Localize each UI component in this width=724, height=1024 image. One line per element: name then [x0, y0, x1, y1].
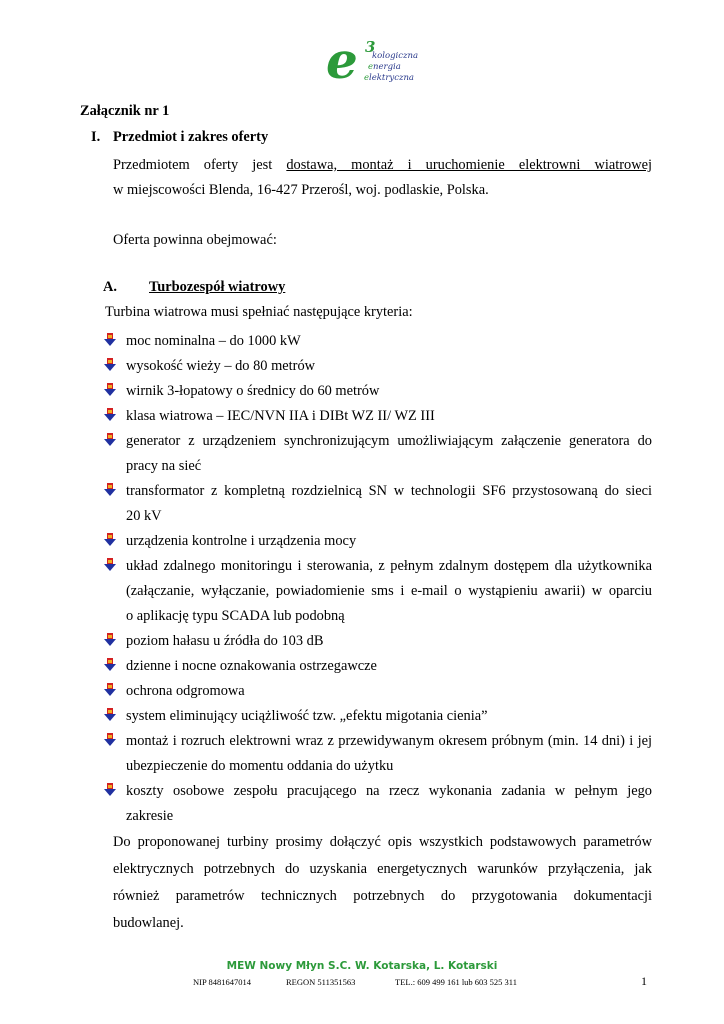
criteria-text — [126, 404, 652, 429]
criteria-line: generator z urządzeniem synchronizującym umożliwiającym załączenie generatora do — [126, 433, 652, 449]
criteria-line: układ zdalnego monitoringu i sterowania, z pełnym zdalnym dostępem dla użytkownika — [126, 558, 652, 574]
criteria-text — [126, 479, 652, 529]
criteria-text — [126, 779, 652, 829]
criteria-text — [126, 429, 652, 479]
subject-line-2: w miejscowości Blenda, 16-427 Przerośl, woj. podlaskie, Polska. — [113, 182, 489, 198]
logo-line-1: kologiczna — [372, 51, 419, 61]
arrow-bullet-icon — [103, 783, 117, 797]
criteria-line: koszty osobowe zespołu pracującego na rzecz wykonania zadania w pełnym jego — [126, 783, 652, 799]
closing-line: Do proponowanej turbiny prosimy dołączyć opis wszystkich podstawowych parametrów — [113, 834, 652, 850]
arrow-bullet-icon — [103, 433, 117, 447]
footer-company: MEW Nowy Młyn S.C. W. Kotarska, L. Kotarski — [226, 960, 498, 972]
closing-line: elektrycznych potrzebnych do uzyskania energetycznych warunków przyłączenia, jak — [113, 861, 652, 877]
logo-line-2: energia — [368, 62, 401, 72]
criteria-text — [126, 654, 652, 679]
criteria-line: ubezpieczenie do momentu oddania do użytku — [126, 758, 394, 774]
section-title: Przedmiot i zakres oferty — [113, 129, 269, 145]
criteria-line: poziom hałasu u źródła do 103 dB — [126, 633, 324, 649]
criteria-line: wysokość wieży – do 80 metrów — [126, 358, 316, 374]
arrow-bullet-icon — [103, 383, 117, 397]
criteria-line: moc nominalna – do 1000 kW — [126, 333, 301, 349]
criteria-text — [126, 679, 652, 704]
subsection-letter: A. — [103, 279, 117, 295]
page-number: 1 — [641, 974, 647, 988]
criteria-text — [126, 329, 652, 354]
criteria-line: dzienne i nocne oznakowania ostrzegawcze — [126, 658, 377, 674]
arrow-bullet-icon — [103, 408, 117, 422]
arrow-bullet-icon — [103, 633, 117, 647]
logo-letter: e — [326, 31, 358, 90]
company-logo — [322, 31, 432, 90]
closing-line: budowlanej. — [113, 915, 184, 931]
subject-underlined: dostawa, montaż i uruchomienie elektrowni wiatrowej — [286, 157, 652, 173]
footer-nip: NIP 8481647014 — [193, 977, 252, 987]
arrow-bullet-icon — [103, 533, 117, 547]
criteria-line: (załączanie, wyłączanie, powiadomienie sms i e-mail o wystąpieniu awarii) w oparciu — [126, 583, 652, 599]
criteria-text — [126, 354, 652, 379]
closing-paragraph — [113, 829, 652, 937]
arrow-bullet-icon — [103, 658, 117, 672]
criteria-text — [126, 554, 652, 629]
criteria-text — [126, 379, 652, 404]
scope-intro: Oferta powinna obejmować: — [113, 232, 277, 248]
logo-superscript: 3 — [365, 38, 376, 56]
criteria-text — [126, 629, 652, 654]
criteria-line: 20 kV — [126, 508, 162, 524]
criteria-intro: Turbina wiatrowa musi spełniać następujące kryteria: — [105, 304, 413, 320]
criteria-text — [126, 729, 652, 779]
criteria-line: montaż i rozruch elektrowni wraz z przewidywanym okresem próbnym (min. 14 dni) i jej — [126, 733, 652, 749]
arrow-bullet-icon — [103, 708, 117, 722]
criteria-line: system eliminujący uciążliwość tzw. „efektu migotania cienia” — [126, 708, 488, 724]
criteria-line: zakresie — [126, 808, 174, 824]
arrow-bullet-icon — [103, 683, 117, 697]
criteria-line: pracy na sieć — [126, 458, 202, 474]
subject-line-1: Przedmiotem oferty jest dostawa, montaż i uruchomienie elektrowni wiatrowej — [113, 157, 652, 173]
criteria-line: klasa wiatrowa – IEC/NVN IIA i DIBt WZ II/ WZ III — [126, 408, 435, 424]
arrow-bullet-icon — [103, 558, 117, 572]
criteria-text — [126, 529, 652, 554]
criteria-line: transformator z kompletną rozdzielnicą SN w technologii SF6 przystosowaną do sieci — [126, 483, 652, 499]
criteria-text — [126, 704, 652, 729]
section-number: I. — [91, 129, 101, 145]
closing-line: również parametrów technicznych potrzebnych do przygotowania dokumentacji — [113, 888, 652, 904]
arrow-bullet-icon — [103, 483, 117, 497]
footer-regon: REGON 511351563 — [286, 977, 356, 987]
attachment-heading: Załącznik nr 1 — [80, 103, 170, 119]
criteria-line: o aplikację typu SCADA lub podobną — [126, 608, 345, 624]
footer-tel: TEL.: 609 499 161 lub 603 525 311 — [395, 977, 517, 987]
criteria-line: ochrona odgromowa — [126, 683, 245, 699]
arrow-bullet-icon — [103, 358, 117, 372]
criteria-line: urządzenia kontrolne i urządzenia mocy — [126, 533, 357, 549]
arrow-bullet-icon — [103, 733, 117, 747]
criteria-line: wirnik 3-łopatowy o średnicy do 60 metrów — [126, 383, 380, 399]
arrow-bullet-icon — [103, 333, 117, 347]
logo-line-3: elektryczna — [364, 73, 414, 83]
subsection-title: Turbozespół wiatrowy — [149, 279, 286, 295]
